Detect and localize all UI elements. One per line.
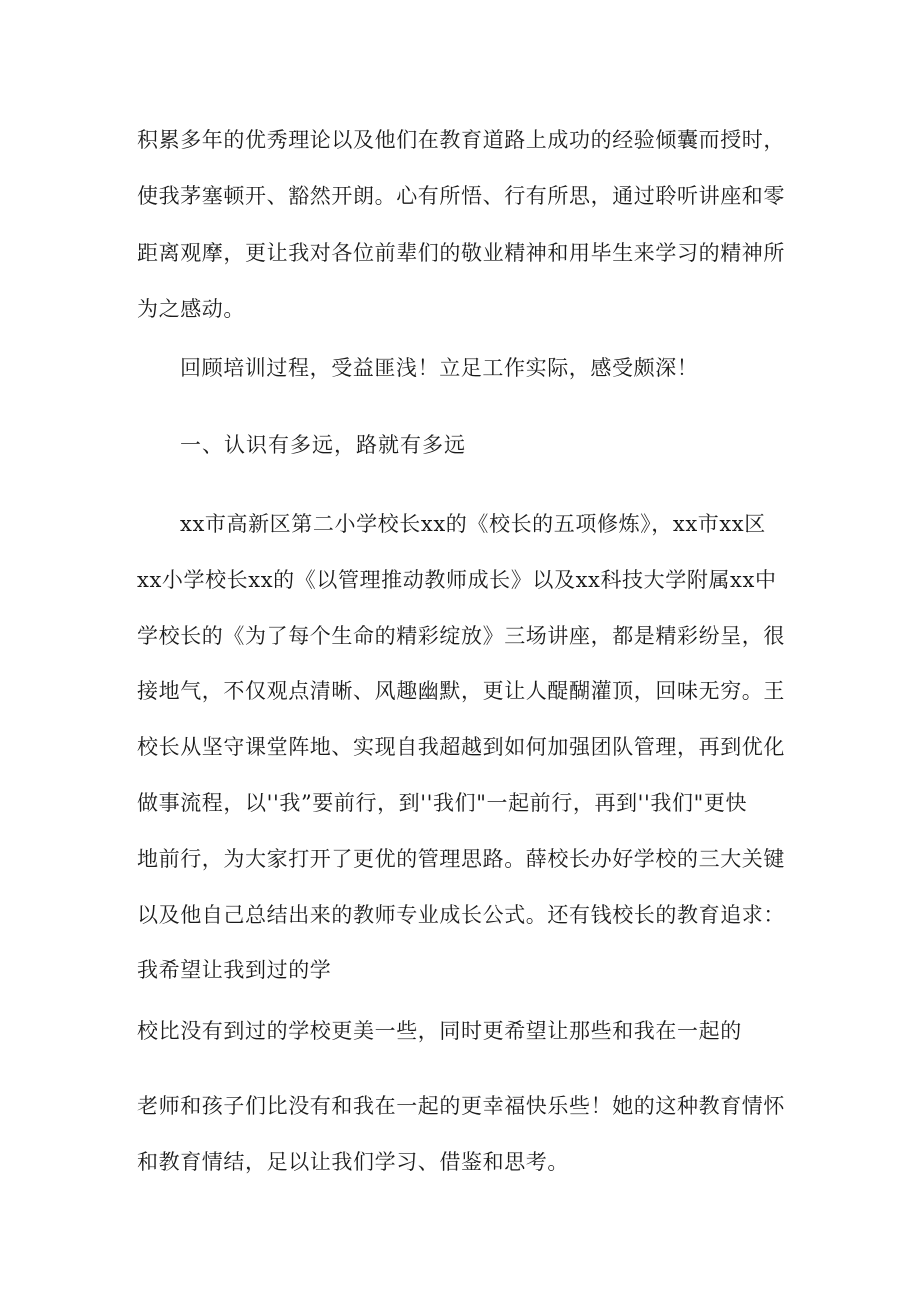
paragraph-3-line-8: 以及他自己总结出来的教师专业成长公式。还有钱校长的教育追求： — [137, 903, 785, 927]
paragraph-1-line-3: 距离观摩，更让我对各位前辈们的敬业精神和用毕生来学习的精神所 — [137, 241, 785, 265]
paragraph-5-line-2: 和教育情结，足以让我们学习、借鉴和思考。 — [137, 1150, 569, 1174]
paragraph-1-line-4: 为之感动。 — [137, 297, 245, 321]
paragraph-3-line-9: 我希望让我到过的学 — [137, 958, 332, 982]
paragraph-3-line-6: 做事流程，以''我”要前行，到''我们"一起前行，再到''我们"更快 — [137, 791, 748, 815]
paragraph-3-line-3: 学校长的《为了每个生命的精彩绽放》三场讲座，都是精彩纷呈，很 — [137, 624, 785, 648]
paragraph-3-line-1: xx市高新区第二小学校长xx的《校长的五项修炼》，xx市xx区 — [180, 512, 766, 536]
paragraph-2: 回顾培训过程，受益匪浅！立足工作实际，感受颇深！ — [180, 356, 699, 380]
paragraph-4-line-1: 校比没有到过的学校更美一些，同时更希望让那些和我在一起的 — [137, 1019, 742, 1043]
section-heading: 一、认识有多远，路就有多远 — [180, 433, 466, 457]
paragraph-3-line-5: 校长从坚守课堂阵地、实现自我超越到如何加强团队管理，再到优化 — [137, 735, 785, 759]
paragraph-3-line-2: xx小学校长xx的《以管理推动教师成长》以及xx科技大学附属xx中 — [137, 568, 777, 592]
paragraph-1-line-1: 积累多年的优秀理论以及他们在教育道路上成功的经验倾囊而授时， — [137, 128, 785, 152]
paragraph-5-line-1: 老师和孩子们比没有和我在一起的更幸福快乐些！她的这种教育情怀 — [137, 1094, 785, 1118]
paragraph-1-line-2: 使我茅塞顿开、豁然开朗。心有所悟、行有所思，通过聆听讲座和零 — [137, 184, 785, 208]
paragraph-3-line-4: 接地气，不仅观点清晰、风趣幽默，更让人醍醐灌顶，回味无穷。王 — [137, 679, 785, 703]
paragraph-3-line-7: 地前行，为大家打开了更优的管理思路。薛校长办好学校的三大关键 — [137, 847, 785, 871]
